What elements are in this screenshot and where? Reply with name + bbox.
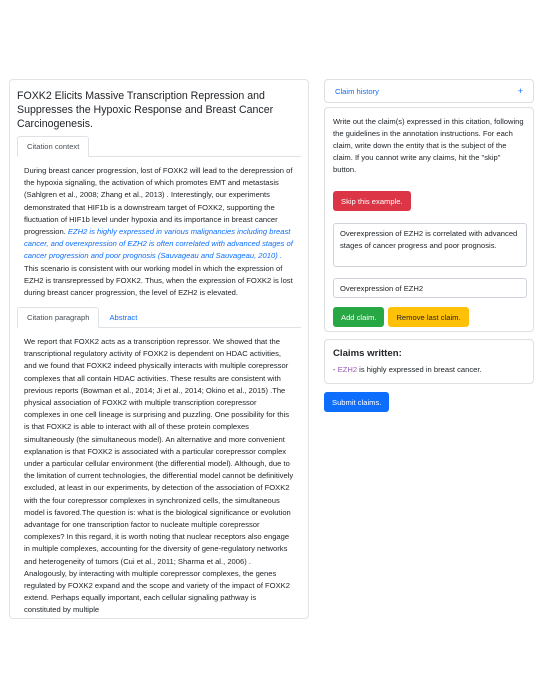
citation-context-text [17,157,301,302]
context-before: During breast cancer progression, lost of FOXK2 will lead to the derepression of the hypoxia signaling, the activation of which promotes EMT and metastasis (Sahlgren et al., 2008; Zhang et al., 2013) . Interestingly, our experiments demonstrated that HIF1b is a downstream target of FOXK2, supporting the fluctuation of HIF1b level under hypoxia and its importance in breast cancer progression. [24,166,293,237]
instructions-text: Write out the claim(s) expressed in this citation, following the guidelines in the annotation instructions. For each claim, write down the entity that is the subject of the claim. If you cannot write any claims, hit the "skip" button. [333,117,524,174]
expand-plus-icon[interactable]: + [517,86,523,96]
claim-history-header[interactable] [324,79,534,103]
paragraph-tabs [17,307,301,328]
tab-abstract[interactable]: Abstract [109,313,138,322]
claim-textarea[interactable] [333,223,527,267]
claim-bullet: - [333,365,338,374]
written-claim-item [333,364,525,375]
annotation-sidebar [324,79,534,412]
claim-entry-card [324,107,534,332]
tab-citation-paragraph[interactable]: Citation paragraph [17,307,99,328]
claim-entity: EZH2 [337,365,358,374]
context-after: This scenario is consistent with our working model in which the expression of EZH2 is transrepressed by FOXK2. Thus, when the expression of FOXK2 is lost during breast cancer progression, the level of EZH2 is elevated. [24,263,293,298]
context-tabs [17,136,301,157]
claim-text: is highly expressed in breast cancer. [357,365,482,374]
entity-input[interactable] [333,278,527,298]
remove-last-claim-button[interactable]: Remove last claim. [388,307,468,327]
tab-citation-context[interactable]: Citation context [17,136,89,157]
paper-title: FOXK2 Elicits Massive Transcription Repression and Suppresses the Hypoxic Response and Breast Cancer Carcinogenesis. [17,90,274,130]
paper-panel [9,79,309,619]
claim-history-link[interactable]: Claim history [335,86,379,96]
citation-paragraph-text: We report that FOXK2 acts as a transcription repressor. We showed that the transcriptional regulatory activity of FOXK2 is dependent on HDAC activities, and we found that FOXK2 indeed physically interacts with multiple corepressor complexes that all contain HDAC activities. These results are consistent with previous reports (Bowman et al., 2014; Ji et al., 2014; Okino et al., 2015) .The physical association of FOXK2 with multiple transcription corepressor complexes in one cell lineage is surprising and puzzling. One possibility for this is that FOXK2 is able to interact with all of these protein complexes simultaneously (the simultaneous model). An alternative and more convenient explanation is that FOXK2 is associated with a particular corepressor complex under a particular cellular environment (the differential model). Although, due to the limitation of current technologies, the differential model cannot be definitively excluded, at least in our experiments, by detection of the association of FOXK2 with the four corepressor complexes in synchronized cells, the simultaneous model is favored.The question is: what is the biological significance or evolution advantage for one transcription factor to nucleate multiple corepressor complexes? In this regard, it is worth noting that nuclear receptors also engage in multiple complexes, accounting for the diversity of gene-regulatory networks and heterogeneity of tumors (Cui et al., 2011; Sharma et al., 2006) . Analogously, by interacting with multiple corepressor complexes, the genes regulated by FOXK2 expand and the scope and variety of the impact of FOXK2 extend. Perhaps equally important, each cellular signaling pathway is constituted by multiple [24,337,294,615]
skip-button[interactable]: Skip this example. [333,191,411,211]
submit-claims-button[interactable]: Submit claims. [324,392,389,412]
claims-written-title: Claims written: [333,348,402,359]
citation-highlight: EZH2 is highly expressed in various malignancies including breast cancer, and overexpression of EZH2 is often correlated with advanced stages of cancer progression and poor prognosis (Sauvageau and Sauvageau, 2010) . [24,227,293,261]
add-claim-button[interactable]: Add claim. [333,307,384,327]
claims-written-card [324,339,534,384]
